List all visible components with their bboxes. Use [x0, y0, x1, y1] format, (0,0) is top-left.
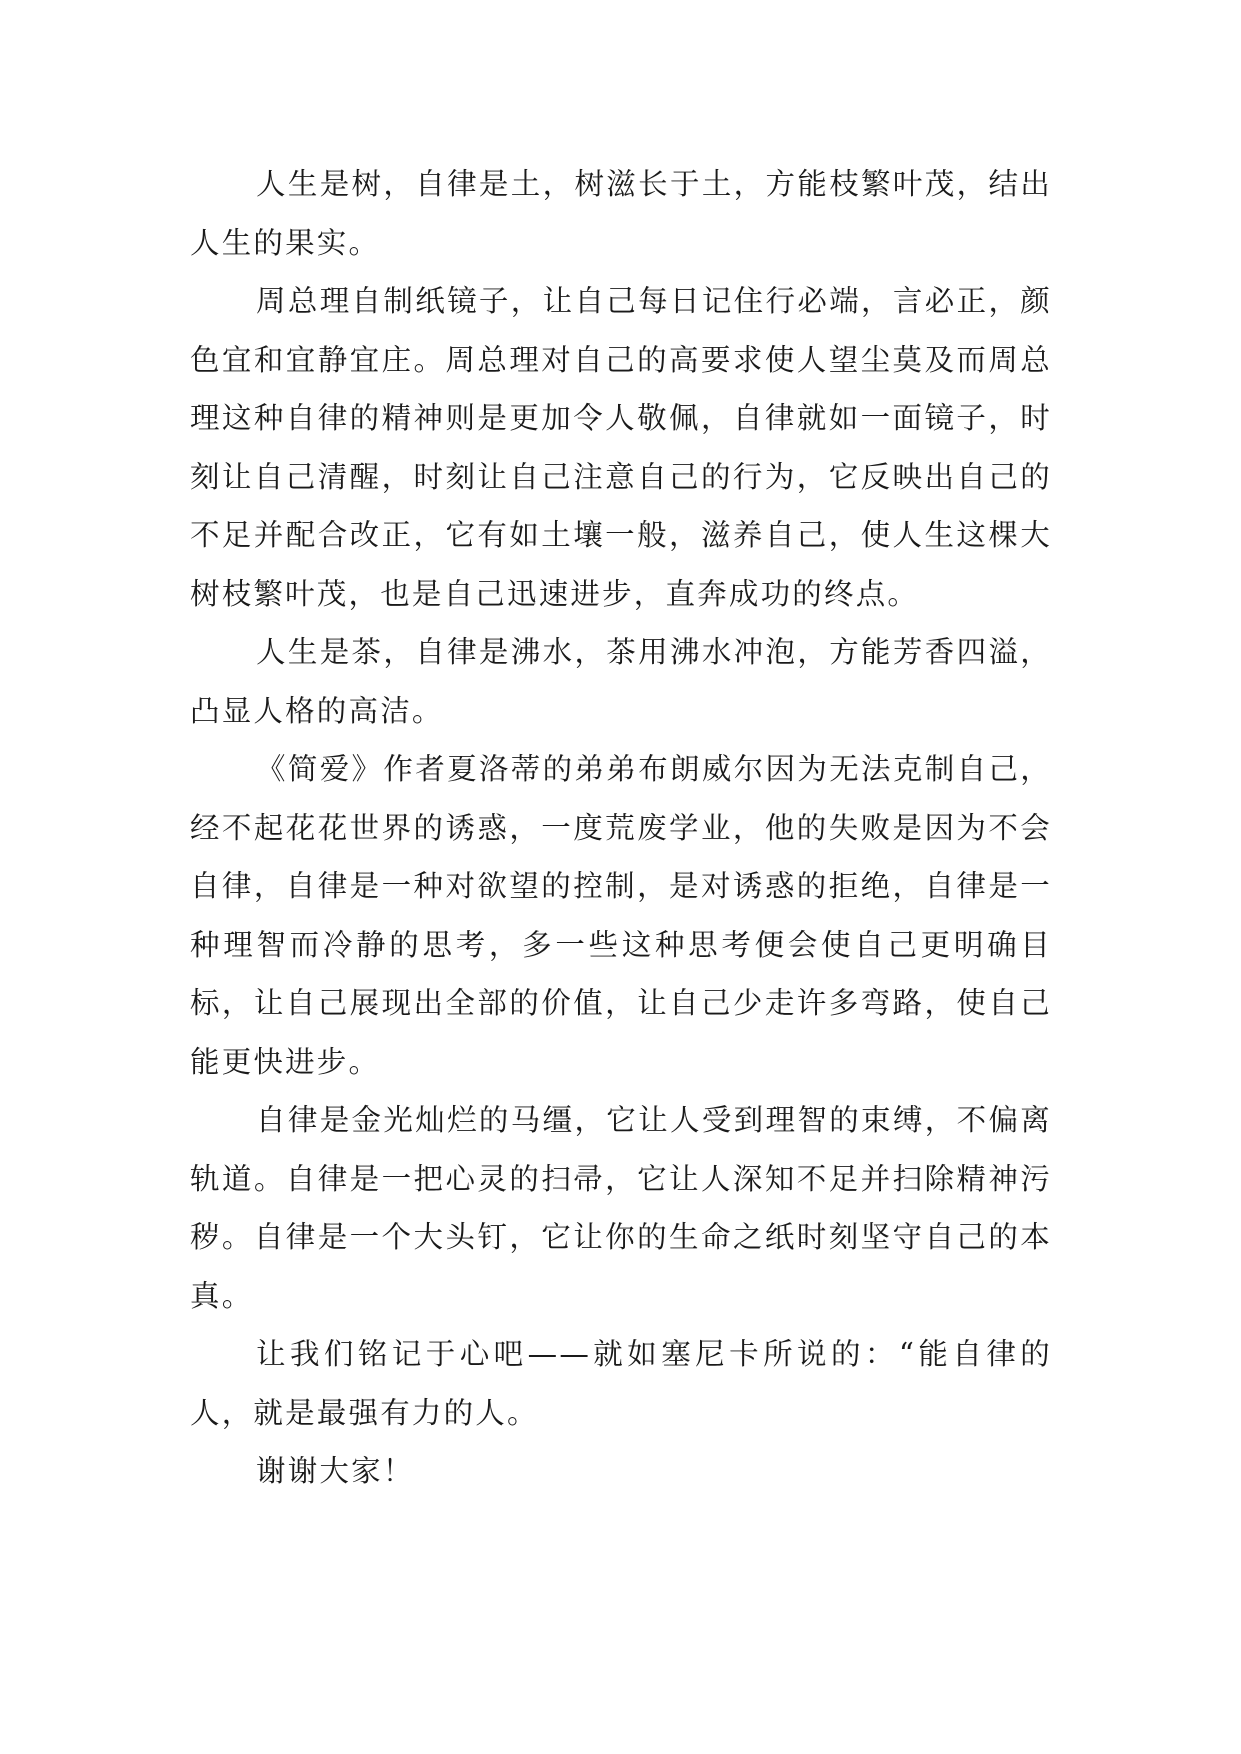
paragraph-closing-thanks: 谢谢大家！: [256, 1454, 415, 1488]
paragraph-tea-metaphor: 人生是茶，自律是沸水，茶用沸水冲泡，方能芳香四溢，凸显人格的高洁。: [190, 635, 1052, 728]
paragraph-tree-metaphor: 人生是树，自律是土，树滋长于土，方能枝繁叶茂，结出人生的果实。: [190, 167, 1052, 260]
paragraph-zhou-enlai-mirror: 周总理自制纸镜子，让自己每日记住行必端，言必正，颜色宜和宜静宜庄。周总理对自己的高要求使人望尘莫及而周总理这种自律的精神则是更加令人敬佩，自律就如一面镜子，时刻让自己清醒，时刻让自己注意自己的行为，它反映出自己的不足并配合改正，它有如土壤一般，滋养自己，使人生这棵大树枝繁叶茂，也是自己迅速进步，直奔成功的终点。: [190, 284, 1052, 611]
paragraph-self-discipline-analogies: 自律是金光灿烂的马缰，它让人受到理智的束缚，不偏离轨道。自律是一把心灵的扫帚，它让人深知不足并扫除精神污秽。自律是一个大头钉，它让你的生命之纸时刻坚守自己的本真。: [190, 1103, 1052, 1313]
paragraph-seneca-quote: 让我们铭记于心吧——就如塞尼卡所说的：“能自律的人，就是最强有力的人。: [190, 1337, 1052, 1430]
document-body: [190, 155, 1052, 1501]
paragraph-jane-eyre-example: 《简爱》作者夏洛蒂的弟弟布朗威尔因为无法克制自己，经不起花花世界的诱惑，一度荒废学业，他的失败是因为不会自律，自律是一种对欲望的控制，是对诱惑的拒绝，自律是一种理智而冷静的思考，多一些这种思考便会使自己更明确目标，让自己展现出全部的价值，让自己少走许多弯路，使自己能更快进步。: [190, 752, 1052, 1079]
